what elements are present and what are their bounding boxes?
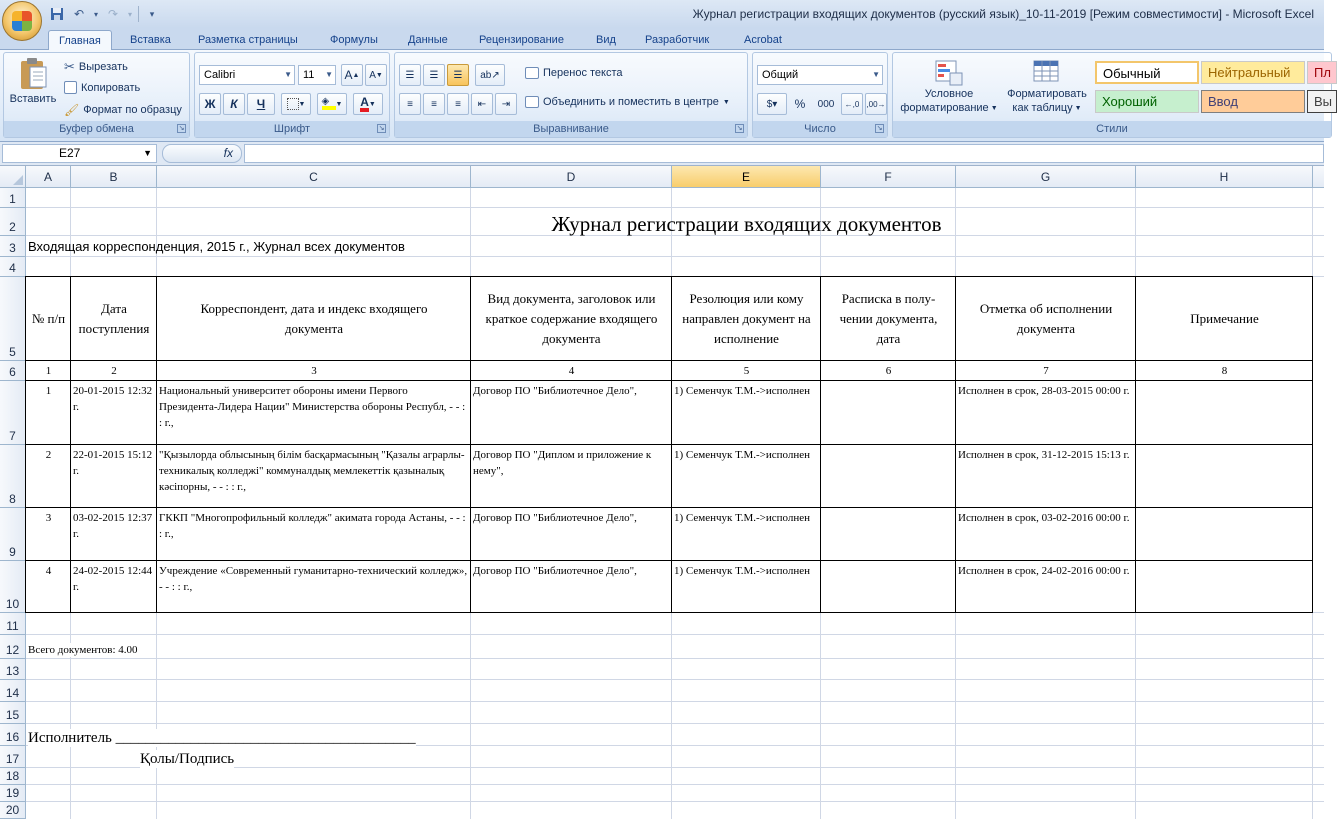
quick-access-toolbar: [46, 4, 161, 24]
chevron-down-icon: ▼: [872, 70, 880, 79]
formula-bar: [0, 142, 1324, 166]
row-header[interactable]: 19: [0, 785, 26, 802]
header-cell-receipt: Расписка в полу-чении документа, дата: [839, 291, 938, 346]
table-border: [671, 276, 672, 613]
row-header[interactable]: 16: [0, 724, 26, 746]
align-left-button[interactable]: [399, 93, 421, 115]
header-number: 3: [311, 365, 317, 377]
record-receipt: [821, 445, 956, 508]
record-resolution: 1) Семенчук Т.М.->исполнен: [674, 385, 811, 397]
gridline: [26, 784, 1324, 785]
dialog-launcher-icon[interactable]: ↘: [736, 125, 743, 132]
tab-acrobat[interactable]: Acrobat: [744, 34, 782, 46]
worksheet[interactable]: [0, 166, 1324, 819]
format-painter-button[interactable]: [64, 103, 182, 117]
italic-button[interactable]: К: [223, 93, 245, 115]
style-input[interactable]: Ввод: [1201, 90, 1305, 113]
decrease-decimal-button[interactable]: [865, 93, 887, 115]
chevron-down-icon: ▼: [722, 98, 730, 106]
chevron-down-icon: ▼: [1074, 105, 1082, 112]
record-receipt: [821, 561, 956, 613]
alignment-group: [394, 52, 748, 138]
column-header-d[interactable]: D: [471, 166, 672, 188]
align-left-icon: ≡: [407, 98, 413, 110]
undo-dropdown-icon[interactable]: ▾: [93, 9, 98, 19]
align-top-icon: ☰: [405, 69, 415, 81]
increase-decimal-button[interactable]: [841, 93, 863, 115]
table-border: [25, 560, 1313, 561]
bold-button[interactable]: Ж: [199, 93, 221, 115]
record-document: Договор ПО "Библиотечное Дело",: [473, 512, 637, 524]
row-header[interactable]: 9: [0, 508, 26, 561]
currency-format-button[interactable]: [757, 93, 787, 115]
table-border: [70, 276, 71, 613]
office-button[interactable]: [2, 1, 42, 41]
number-group: [752, 52, 888, 138]
journal-subtitle: Входящая корреспонденция, 2015 г., Журнал всех документов: [28, 239, 405, 254]
tab-home[interactable]: Главная: [48, 30, 112, 50]
executor-line: Исполнитель ________________________________________: [28, 730, 416, 746]
increase-indent-button[interactable]: [495, 93, 517, 115]
font-name-combo[interactable]: Calibri ▼: [199, 65, 295, 85]
paste-label: Вставить: [9, 93, 57, 105]
column-header-c[interactable]: C: [157, 166, 471, 188]
style-good[interactable]: Хороший: [1095, 90, 1199, 113]
header-number: 2: [111, 365, 117, 377]
conditional-formatting-label-1: Условное: [924, 88, 974, 100]
gridline: [26, 634, 1324, 635]
conditional-formatting-icon: [934, 59, 964, 87]
style-normal[interactable]: Обычный: [1095, 61, 1199, 84]
record-correspondent: ГККП "Многопрофильный колледж" акимата города Астаны, - - : : г.,: [159, 512, 466, 540]
merge-center-label: Объединить и поместить в центре: [543, 96, 719, 108]
paintbrush-icon: 🖌: [64, 103, 80, 117]
office-logo-icon: [12, 11, 32, 31]
table-border: [25, 612, 1313, 613]
record-number: 2: [45, 449, 52, 461]
gridline: [26, 679, 1324, 680]
wrap-text-icon: [525, 67, 539, 79]
header-cell-resolution: Резолюция или кому направлен документ на исполнение: [682, 291, 811, 346]
record-note: [1136, 561, 1313, 613]
row-header[interactable]: 14: [0, 680, 26, 702]
row-header[interactable]: 7: [0, 381, 26, 445]
header-cell-note: Примечание: [1190, 311, 1259, 326]
record-document: Договор ПО "Диплом и приложение к нему",: [473, 449, 652, 477]
table-border: [1135, 276, 1136, 613]
wrap-text-button[interactable]: [525, 67, 623, 79]
font-size-combo[interactable]: 11 ▼: [298, 65, 336, 85]
name-box[interactable]: E27 ▼: [2, 144, 157, 163]
formula-input[interactable]: [244, 144, 1324, 163]
style-bad[interactable]: Пл: [1307, 61, 1337, 84]
grow-font-button[interactable]: A ▲: [341, 64, 363, 86]
ribbon: [0, 50, 1333, 142]
align-middle-icon: ☰: [429, 69, 439, 81]
gridline: [26, 658, 1324, 659]
record-resolution: 1) Семенчук Т.М.->исполнен: [674, 449, 811, 461]
record-document: Договор ПО "Библиотечное Дело",: [473, 565, 637, 577]
fill-color-button[interactable]: ◈ ▼: [317, 93, 347, 115]
record-date: 22-01-2015 15:12 г.: [73, 449, 153, 477]
currency-icon: $▾: [766, 98, 778, 110]
tab-page-layout[interactable]: Разметка страницы: [198, 34, 298, 46]
record-number: 4: [45, 565, 52, 577]
scissors-icon: ✂: [64, 59, 75, 74]
window-title: Журнал регистрации входящих документов (русский язык)_10-11-2019 [Режим совместимости] - Microsoft Excel: [692, 7, 1314, 21]
record-document: Договор ПО "Библиотечное Дело",: [473, 385, 637, 397]
table-border: [156, 276, 157, 613]
select-all-button[interactable]: [0, 166, 26, 188]
shrink-font-button[interactable]: A ▼: [365, 64, 387, 86]
table-border: [955, 276, 956, 613]
conditional-formatting-button[interactable]: [897, 59, 1001, 115]
row-header[interactable]: 13: [0, 659, 26, 680]
header-cell-number: № п/п: [31, 311, 66, 326]
column-header-i[interactable]: [1313, 166, 1324, 188]
header-cell-execution-mark: Отметка об исполнении документа: [979, 301, 1113, 336]
align-middle-button[interactable]: [423, 64, 445, 86]
dialog-launcher-icon[interactable]: ↘: [378, 125, 385, 132]
record-correspondent: Национальный университет обороны имени Первого Президента-Лидера Нации" Министерства обороны Республ, - - : : г.,: [159, 385, 466, 429]
row-header[interactable]: 1: [0, 188, 26, 208]
tab-review[interactable]: Рецензирование: [479, 34, 564, 46]
record-note: [1136, 508, 1313, 561]
copy-label: Копировать: [81, 81, 141, 94]
chevron-down-icon: ▼: [990, 105, 998, 112]
increase-indent-icon: ⇥: [501, 98, 511, 110]
qat-separator: [138, 6, 139, 22]
table-border: [25, 444, 1313, 445]
align-bottom-button[interactable]: [447, 64, 469, 86]
header-number: 7: [1043, 365, 1049, 377]
row-header[interactable]: 15: [0, 702, 26, 724]
align-bottom-icon: ☰: [453, 69, 463, 81]
journal-title: Журнал регистрации входящих документов: [551, 212, 942, 236]
merge-center-button[interactable]: [525, 96, 730, 108]
paste-button[interactable]: [8, 57, 58, 105]
table-border: [25, 360, 1313, 361]
record-execution-mark: Исполнен в срок, 24-02-2016 00:00 г.: [958, 565, 1130, 577]
row-header[interactable]: 20: [0, 802, 26, 819]
chevron-down-icon: ▼: [284, 70, 292, 79]
record-execution-mark: Исполнен в срок, 31-12-2015 15:13 г.: [958, 449, 1130, 461]
record-date: 24-02-2015 12:44 г.: [73, 565, 153, 593]
cut-button[interactable]: [64, 59, 128, 75]
style-output[interactable]: Вы: [1307, 90, 1337, 113]
chevron-down-icon: ▼: [325, 70, 333, 79]
record-correspondent: "Қызылорда облысының білім басқармасының "Қазалы аграрлы-техникалық колледжі" коммуналдық мемлекеттік қазыналық кәсіпорны, - - : : г.,: [159, 449, 465, 493]
title-bar: [0, 0, 1324, 28]
column-header-e[interactable]: E: [672, 166, 821, 188]
row-header[interactable]: 17: [0, 746, 26, 768]
header-number: 8: [1221, 365, 1228, 377]
record-date: 03-02-2015 12:37 г.: [73, 512, 153, 540]
header-number: 6: [885, 365, 892, 377]
record-note: [1136, 445, 1313, 508]
gridline: [26, 207, 1324, 208]
record-number: 3: [45, 512, 52, 524]
gridline: [26, 256, 1324, 257]
row-header[interactable]: 4: [0, 257, 26, 277]
row-header[interactable]: 6: [0, 361, 26, 381]
format-as-table-icon: [1032, 59, 1062, 87]
record-receipt: [821, 508, 956, 561]
redo-icon[interactable]: ↷: [107, 7, 119, 21]
table-border: [25, 380, 1313, 381]
borders-icon: [287, 98, 299, 110]
format-as-table-label-1: Форматировать: [1007, 88, 1087, 100]
row-header[interactable]: 3: [0, 236, 26, 257]
row-header[interactable]: 10: [0, 561, 26, 613]
row-header[interactable]: 2: [0, 208, 26, 236]
wrap-text-label: Перенос текста: [543, 67, 623, 79]
record-number: 1: [45, 385, 52, 397]
decrease-decimal-icon: ,00→: [866, 99, 886, 109]
save-icon[interactable]: [48, 5, 66, 23]
record-resolution: 1) Семенчук Т.М.->исполнен: [674, 512, 811, 524]
customize-qat-icon[interactable]: ▾: [149, 8, 155, 19]
format-painter-label: Формат по образцу: [83, 104, 182, 116]
row-header[interactable]: 18: [0, 768, 26, 785]
copy-button[interactable]: [64, 81, 140, 94]
orientation-button[interactable]: [475, 64, 505, 86]
style-neutral[interactable]: Нейтральный: [1201, 61, 1305, 84]
format-as-table-label-2: как таблицу: [1012, 102, 1073, 114]
header-cell-correspondent: Корреспондент, дата и индекс входящего документа: [200, 301, 428, 336]
row-header[interactable]: 5: [0, 277, 26, 361]
tab-insert[interactable]: Вставка: [130, 34, 171, 46]
align-right-button[interactable]: [447, 93, 469, 115]
tab-view[interactable]: Вид: [596, 34, 616, 46]
paste-icon: [18, 57, 48, 91]
increase-decimal-icon: ←,0: [844, 99, 860, 109]
header-number: 4: [568, 365, 575, 377]
record-correspondent: Учреждение «Современный гуманитарно-технический колледж», - - : : г.,: [159, 565, 468, 593]
tab-data[interactable]: Данные: [408, 34, 448, 46]
gridline: [26, 723, 1324, 724]
align-center-icon: ≡: [431, 98, 437, 110]
record-execution-mark: Исполнен в срок, 28-03-2015 00:00 г.: [958, 385, 1130, 397]
function-icon: fx: [223, 146, 233, 160]
table-border: [25, 507, 1313, 508]
orientation-icon: ab↗: [480, 69, 500, 81]
clipboard-group-label: Буфер обмена ↘: [4, 121, 189, 137]
header-number: 1: [45, 365, 52, 377]
insert-function-button[interactable]: [162, 144, 242, 163]
record-date: 20-01-2015 12:32 г.: [73, 385, 153, 413]
header-number: 5: [743, 365, 750, 377]
column-header-a[interactable]: A: [26, 166, 71, 188]
header-cell-date: Дата поступления: [78, 301, 150, 336]
percent-button[interactable]: %: [794, 97, 806, 111]
record-note: [1136, 381, 1313, 445]
underline-button[interactable]: Ч: [247, 93, 275, 115]
column-header-f[interactable]: F: [821, 166, 956, 188]
merge-cells-icon: [525, 96, 539, 108]
number-format-combo[interactable]: Общий ▼: [757, 65, 883, 85]
font-group-label: Шрифт ↘: [195, 121, 389, 137]
styles-group-label: Стили: [893, 121, 1331, 137]
thousands-button[interactable]: 000: [817, 98, 835, 110]
gridline: [26, 701, 1324, 702]
decrease-indent-icon: ⇤: [477, 98, 487, 110]
column-header-h[interactable]: H: [1136, 166, 1313, 188]
table-border: [470, 276, 471, 613]
column-header-b[interactable]: B: [71, 166, 157, 188]
total-documents: Всего документов: 4.00: [28, 644, 138, 656]
ribbon-tabs: [0, 28, 1324, 50]
record-execution-mark: Исполнен в срок, 03-02-2016 00:00 г.: [958, 512, 1130, 524]
tab-formulas[interactable]: Формулы: [330, 34, 378, 46]
row-header[interactable]: 8: [0, 445, 26, 508]
styles-group: [892, 52, 1332, 138]
signature-label: Қолы/Подпись: [140, 751, 235, 767]
dialog-launcher-icon[interactable]: ↘: [178, 125, 185, 132]
table-border: [820, 276, 821, 613]
align-top-button[interactable]: [399, 64, 421, 86]
redo-dropdown-icon[interactable]: ▾: [127, 9, 132, 19]
conditional-formatting-label-2: форматирование: [900, 102, 989, 114]
table-border: [25, 276, 1313, 277]
cut-label: Вырезать: [78, 61, 128, 73]
decrease-indent-button[interactable]: [471, 93, 493, 115]
font-color-icon: A: [360, 96, 369, 112]
column-header-g[interactable]: G: [956, 166, 1136, 188]
borders-button[interactable]: ▼: [281, 93, 311, 115]
gridline: [26, 801, 1324, 802]
copy-icon: [64, 81, 77, 94]
number-group-label: Число ↘: [753, 121, 887, 137]
table-border: [25, 276, 26, 613]
chevron-down-icon: ▼: [143, 148, 152, 158]
record-resolution: 1) Семенчук Т.М.->исполнен: [674, 565, 811, 577]
row-header[interactable]: 11: [0, 613, 26, 635]
font-color-button[interactable]: A ▼: [353, 93, 383, 115]
format-as-table-button[interactable]: [1001, 59, 1093, 115]
fill-color-icon: ◈: [322, 98, 336, 110]
record-receipt: [821, 381, 956, 445]
align-center-button[interactable]: [423, 93, 445, 115]
row-header[interactable]: 12: [0, 635, 26, 659]
align-right-icon: ≡: [455, 98, 461, 110]
alignment-group-label: Выравнивание ↘: [395, 121, 747, 137]
clipboard-group: [3, 52, 190, 138]
table-border: [1312, 276, 1313, 613]
header-cell-document: Вид документа, заголовок или краткое содержание входящего документа: [485, 291, 658, 346]
font-group: [194, 52, 390, 138]
undo-icon[interactable]: ↶: [73, 7, 85, 21]
tab-developer[interactable]: Разработчик: [645, 34, 710, 46]
dialog-launcher-icon[interactable]: ↘: [876, 125, 883, 132]
